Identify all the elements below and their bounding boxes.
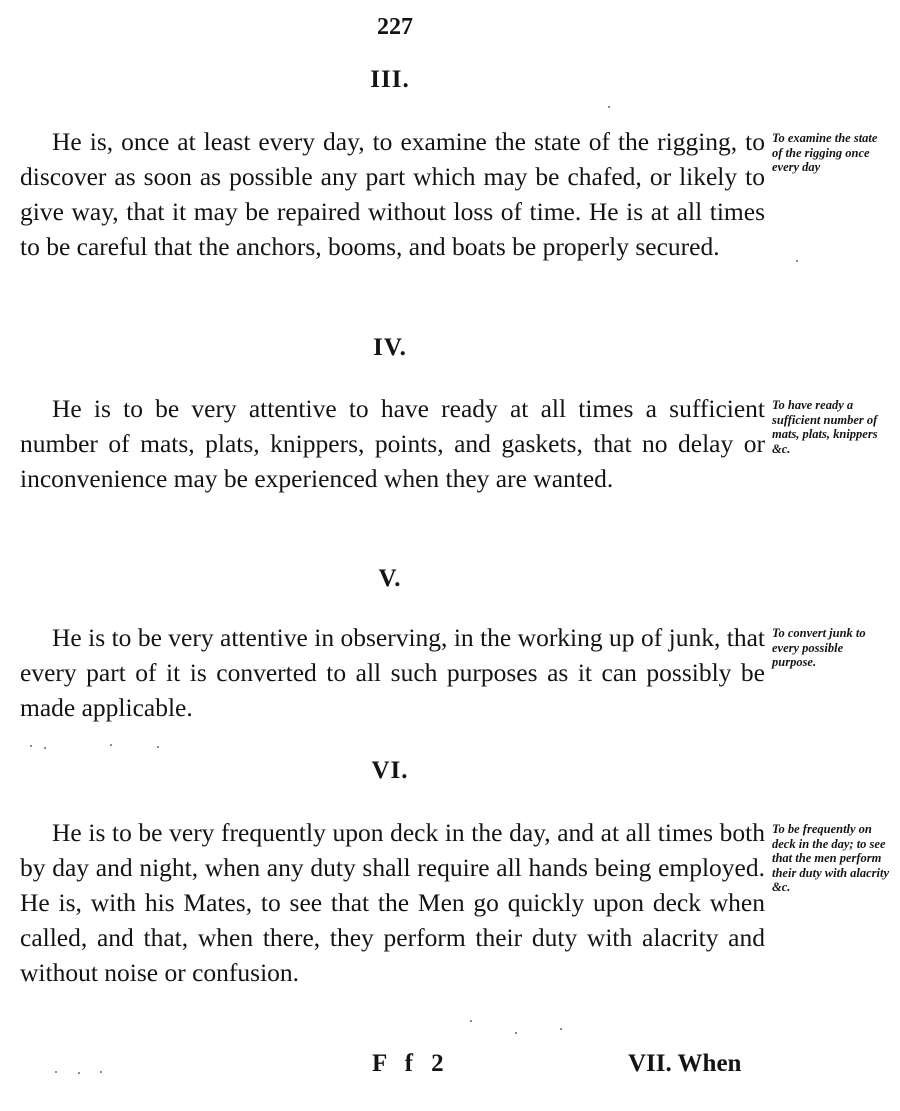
- catchword: VII. When: [628, 1050, 742, 1077]
- section-heading-iv: IV.: [373, 334, 407, 361]
- scan-speck: [796, 260, 798, 262]
- section-text-iii: He is, once at least every day, to examine the state of the rigging, to discover as soon as possible any part which may be chafed, or likely to give way, that it may be repaired without loss of time. He is at all times to be careful that the anchors, booms, and boats be properly secured.: [20, 127, 765, 261]
- margin-note-iv: To have ready a sufficient number of mats, plats, knippers &c.: [772, 398, 878, 456]
- scan-speck: [78, 1072, 80, 1074]
- scan-speck: [55, 1071, 57, 1073]
- scan-speck: [30, 745, 32, 747]
- section-text-vi: He is to be very frequently upon deck in the day, and at all times both by day and night, when any duty shall require all hands being employed. He is, with his Mates, to see that the Men go quickly upon deck when called, and that, when there, they perform their duty with alacrity and without noise or confusion.: [20, 818, 765, 987]
- margin-note-v: To convert junk to every possible purpose.: [772, 626, 866, 669]
- scan-speck: [157, 746, 159, 748]
- scan-speck: [470, 1020, 472, 1022]
- margin-note-vi: To be frequently on deck in the day; to see that the men perform their duty with alacrity &c.: [772, 822, 890, 894]
- scan-speck: [44, 747, 46, 749]
- section-heading-iii: III.: [370, 66, 410, 93]
- scan-speck: [100, 1071, 102, 1073]
- section-heading-vi: VI.: [371, 757, 409, 784]
- section-text-v: He is to be very attentive in observing, in the working up of junk, that every part of it is converted to all such purposes as it can possibly be made applicable.: [20, 623, 765, 722]
- section-text-iv: He is to be very attentive to have ready at all times a sufficient number of mats, plats, knippers, points, and gaskets, that no delay or inconvenience may be experienced when they are wanted.: [20, 394, 765, 493]
- scan-speck: [515, 1032, 517, 1034]
- margin-note-iii: To examine the state of the rigging once every day: [772, 131, 878, 174]
- signature-mark: F f 2: [372, 1050, 450, 1077]
- scan-speck: [560, 1028, 562, 1030]
- scan-speck: [110, 744, 112, 746]
- scan-speck: [608, 106, 610, 108]
- page-number: 227: [377, 14, 413, 40]
- section-heading-v: V.: [378, 565, 402, 592]
